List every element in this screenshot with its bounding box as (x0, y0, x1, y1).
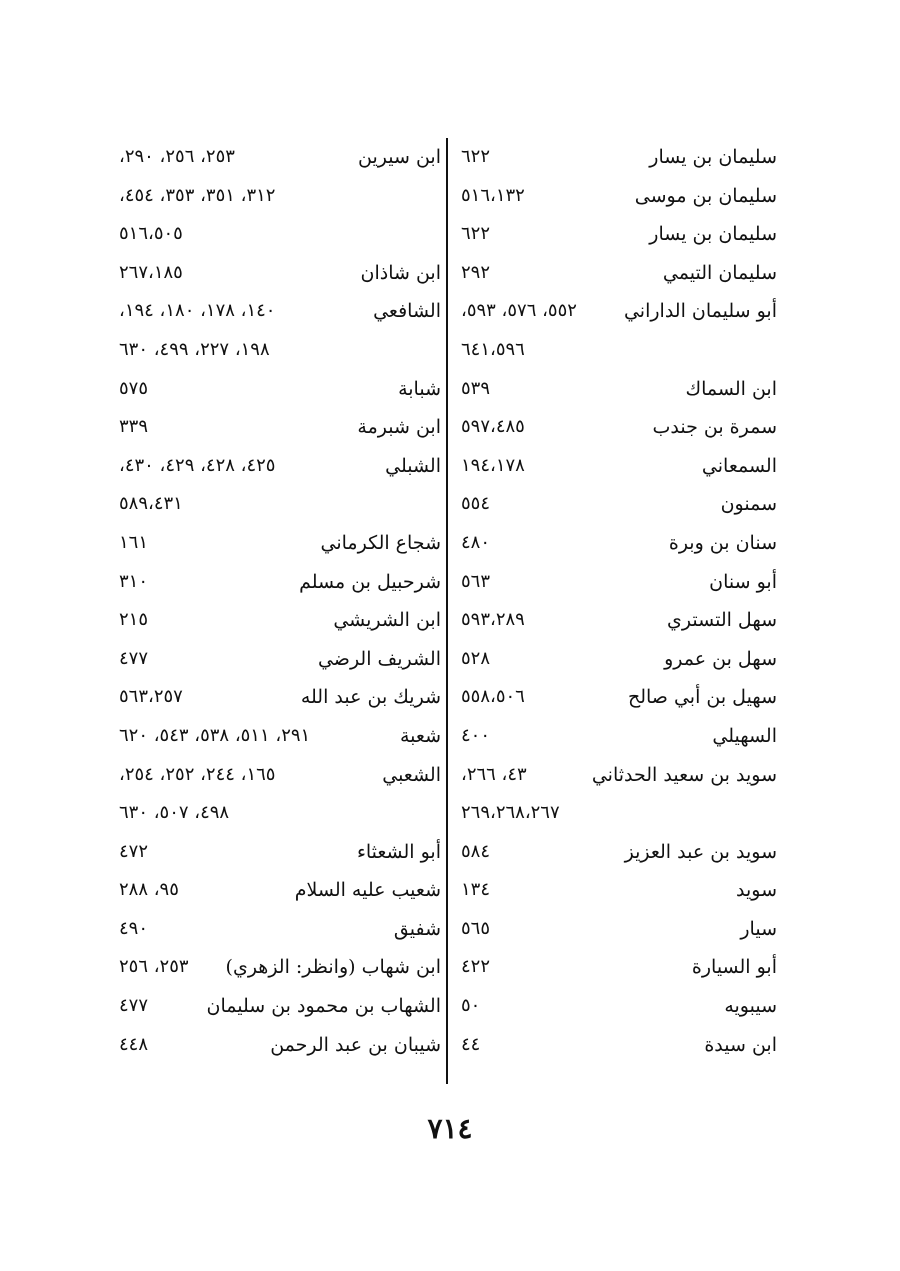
entry-name: سليمان بن يسار (649, 223, 777, 246)
index-entry (86, 485, 446, 524)
entry-name: أبو السيارة (691, 956, 777, 979)
entry-pages: ٤٤ (461, 1033, 481, 1055)
entry-name: ابن السماك (685, 377, 777, 400)
entry-name: شعبة (399, 724, 441, 747)
entry-pages: ٥٣٩ (461, 377, 491, 399)
entry-name: الشهاب بن محمود بن سليمان (206, 995, 441, 1018)
index-entry (417, 678, 777, 717)
entry-pages: ٥٥٤ (461, 493, 491, 515)
index-entry (86, 138, 446, 177)
entry-pages: ٤٧٧ (119, 995, 149, 1017)
entry-pages: ٥٦٥ (461, 917, 491, 939)
index-entry (86, 331, 446, 370)
entry-pages: ٥٩٧،٤٨٥ (461, 416, 525, 438)
entry-name: الشعبي (382, 763, 441, 786)
index-entry (86, 177, 446, 216)
index-entry (86, 794, 446, 833)
index-entry (417, 948, 777, 987)
index-entry (86, 408, 446, 447)
entry-name: شريك بن عبد الله (300, 686, 441, 709)
index-entry (86, 948, 446, 987)
page-number: ٧١٤ (427, 1112, 473, 1145)
entry-name: شفيق (393, 917, 441, 940)
index-column-right (417, 138, 777, 1064)
index-entry (417, 292, 777, 331)
index-entry (86, 756, 446, 795)
entry-pages: ٢٩١، ٥١١، ٥٣٨، ٥٤٣، ٦٢٠ (119, 724, 311, 746)
index-entry (417, 254, 777, 293)
index-entry (86, 640, 446, 679)
entry-name: ابن سيدة (704, 1033, 777, 1056)
index-entry (417, 524, 777, 563)
index-entry (417, 1026, 777, 1065)
entry-name: الشريف الرضي (317, 647, 441, 670)
index-entry (86, 678, 446, 717)
entry-name: شرحبيل بن مسلم (299, 570, 441, 593)
entry-pages: ٥٦٣،٢٥٧ (119, 686, 183, 708)
entry-name: الشبلي (385, 454, 441, 477)
entry-name: ابن شبرمة (357, 416, 441, 439)
index-entry (417, 215, 777, 254)
entry-pages: ٤٢٢ (461, 956, 491, 978)
index-entry (86, 717, 446, 756)
index-entry (417, 833, 777, 872)
entry-name: شيبان بن عبد الرحمن (270, 1033, 441, 1056)
index-entry (86, 987, 446, 1026)
entry-pages: ٥٠ (461, 995, 481, 1017)
entry-pages: ٣٣٩ (119, 416, 149, 438)
entry-pages: ٥٥٢، ٥٧٦، ٥٩٣، (461, 300, 577, 322)
index-entry (86, 370, 446, 409)
index-entry (86, 292, 446, 331)
entry-pages: ٥٨٩،٤٣١ (119, 493, 183, 515)
index-entry (86, 1026, 446, 1065)
index-entry (86, 254, 446, 293)
entry-pages: ٤٣، ٢٦٦، (461, 763, 527, 785)
index-entry (417, 756, 777, 795)
entry-name: سليمان بن يسار (649, 146, 777, 168)
entry-pages: ٦٢٢ (461, 223, 491, 245)
index-entry (417, 408, 777, 447)
entry-name: سمرة بن جندب (652, 416, 777, 439)
entry-name: سهل التستري (667, 609, 777, 632)
entry-pages: ١٣٤ (461, 879, 491, 901)
entry-pages: ٢٩٢ (461, 261, 491, 283)
entry-pages: ٥١٦،٥٠٥ (119, 223, 183, 245)
index-entry (86, 601, 446, 640)
index-entry (86, 910, 446, 949)
entry-pages: ٢٥٣، ٢٥٦ (119, 956, 189, 978)
entry-pages: ٩٥، ٢٨٨ (119, 879, 179, 901)
entry-name: أبو سنان (709, 570, 777, 593)
entry-name: ابن الشريشي (333, 609, 441, 632)
entry-pages: ٥٧٥ (119, 377, 149, 399)
entry-name: ابن سيرين (358, 146, 441, 168)
entry-name: سويد (736, 879, 777, 902)
entry-name: شجاع الكرماني (320, 531, 441, 554)
entry-pages: ٢١٥ (119, 609, 149, 631)
index-entry (86, 215, 446, 254)
entry-name: شبابة (398, 377, 441, 400)
entry-pages: ١٦١ (119, 531, 149, 553)
entry-pages: ١٤٠، ١٧٨، ١٨٠، ١٩٤، (119, 300, 276, 322)
entry-pages: ٢٥٣، ٢٥٦، ٢٩٠، (119, 146, 235, 167)
index-entry (86, 447, 446, 486)
index-entry (417, 331, 777, 370)
index-entry (86, 563, 446, 602)
entry-pages: ٥٦٣ (461, 570, 491, 592)
entry-pages: ٢٦٧،١٨٥ (119, 261, 183, 283)
entry-name: سيار (740, 917, 777, 940)
entry-name: شعيب عليه السلام (294, 879, 441, 902)
index-entry (417, 871, 777, 910)
entry-name: الشافعي (373, 300, 441, 323)
index-column-left (86, 138, 446, 1064)
entry-name: سليمان بن موسى (634, 184, 777, 207)
index-entry (86, 833, 446, 872)
entry-pages: ١٩٨، ٢٢٧، ٤٩٩، ٦٣٠ (119, 338, 270, 360)
entry-pages: ٦٢٢ (461, 146, 491, 167)
index-entry (417, 138, 777, 177)
entry-pages: ٤٨٠ (461, 531, 491, 553)
entry-name: سيبويه (724, 995, 777, 1018)
entry-pages: ٥٢٨ (461, 647, 491, 669)
entry-pages: ٥١٦،١٣٢ (461, 184, 525, 206)
index-entry (417, 794, 777, 833)
entry-pages: ٣١٠ (119, 570, 149, 592)
entry-name: سنان بن وبرة (668, 531, 777, 554)
entry-name: سمنون (720, 493, 777, 516)
entry-pages: ١٦٥، ٢٤٤، ٢٥٢، ٢٥٤، (119, 763, 276, 785)
entry-pages: ٤٩٠ (119, 917, 149, 939)
index-entry (86, 871, 446, 910)
entry-name: سليمان التيمي (662, 261, 777, 284)
index-entry (417, 717, 777, 756)
entry-name: سهل بن عمرو (664, 647, 777, 670)
index-entry (417, 987, 777, 1026)
entry-pages: ٥٨٤ (461, 840, 491, 862)
entry-name: ابن شهاب (وانظر: الزهري) (225, 956, 441, 979)
entry-pages: ١٩٤،١٧٨ (461, 454, 525, 476)
index-entry (417, 640, 777, 679)
entry-pages: ٤٩٨، ٥٠٧، ٦٣٠ (119, 802, 230, 824)
index-entry (417, 910, 777, 949)
entry-name: أبو الشعثاء (356, 840, 441, 863)
entry-name: سهيل بن أبي صالح (627, 686, 777, 709)
entry-pages: ٣١٢، ٣٥١، ٣٥٣، ٤٥٤، (119, 184, 276, 206)
entry-pages: ٥٥٨،٥٠٦ (461, 686, 525, 708)
index-entry (417, 485, 777, 524)
index-entry (417, 177, 777, 216)
column-divider (446, 138, 448, 1084)
entry-pages: ٤٧٢ (119, 840, 149, 862)
entry-name: سويد بن سعيد الحدثاني (591, 763, 777, 786)
index-entry (86, 524, 446, 563)
index-entry (417, 370, 777, 409)
index-entry (417, 563, 777, 602)
entry-name: السمعاني (701, 454, 777, 477)
entry-pages: ٤٧٧ (119, 647, 149, 669)
entry-pages: ٤٢٥، ٤٢٨، ٤٢٩، ٤٣٠، (119, 454, 276, 476)
entry-name: السهيلي (712, 724, 777, 747)
entry-pages: ٢٦٩،٢٦٨،٢٦٧ (461, 802, 560, 824)
index-entry (417, 447, 777, 486)
entry-name: أبو سليمان الداراني (623, 300, 777, 323)
index-entry (417, 601, 777, 640)
entry-pages: ٤٤٨ (119, 1033, 149, 1055)
entry-name: ابن شاذان (360, 261, 441, 284)
entry-pages: ٤٠٠ (461, 724, 491, 746)
entry-pages: ٥٩٣،٢٨٩ (461, 609, 525, 631)
entry-pages: ٦٤١،٥٩٦ (461, 338, 525, 360)
entry-name: سويد بن عبد العزيز (624, 840, 777, 863)
